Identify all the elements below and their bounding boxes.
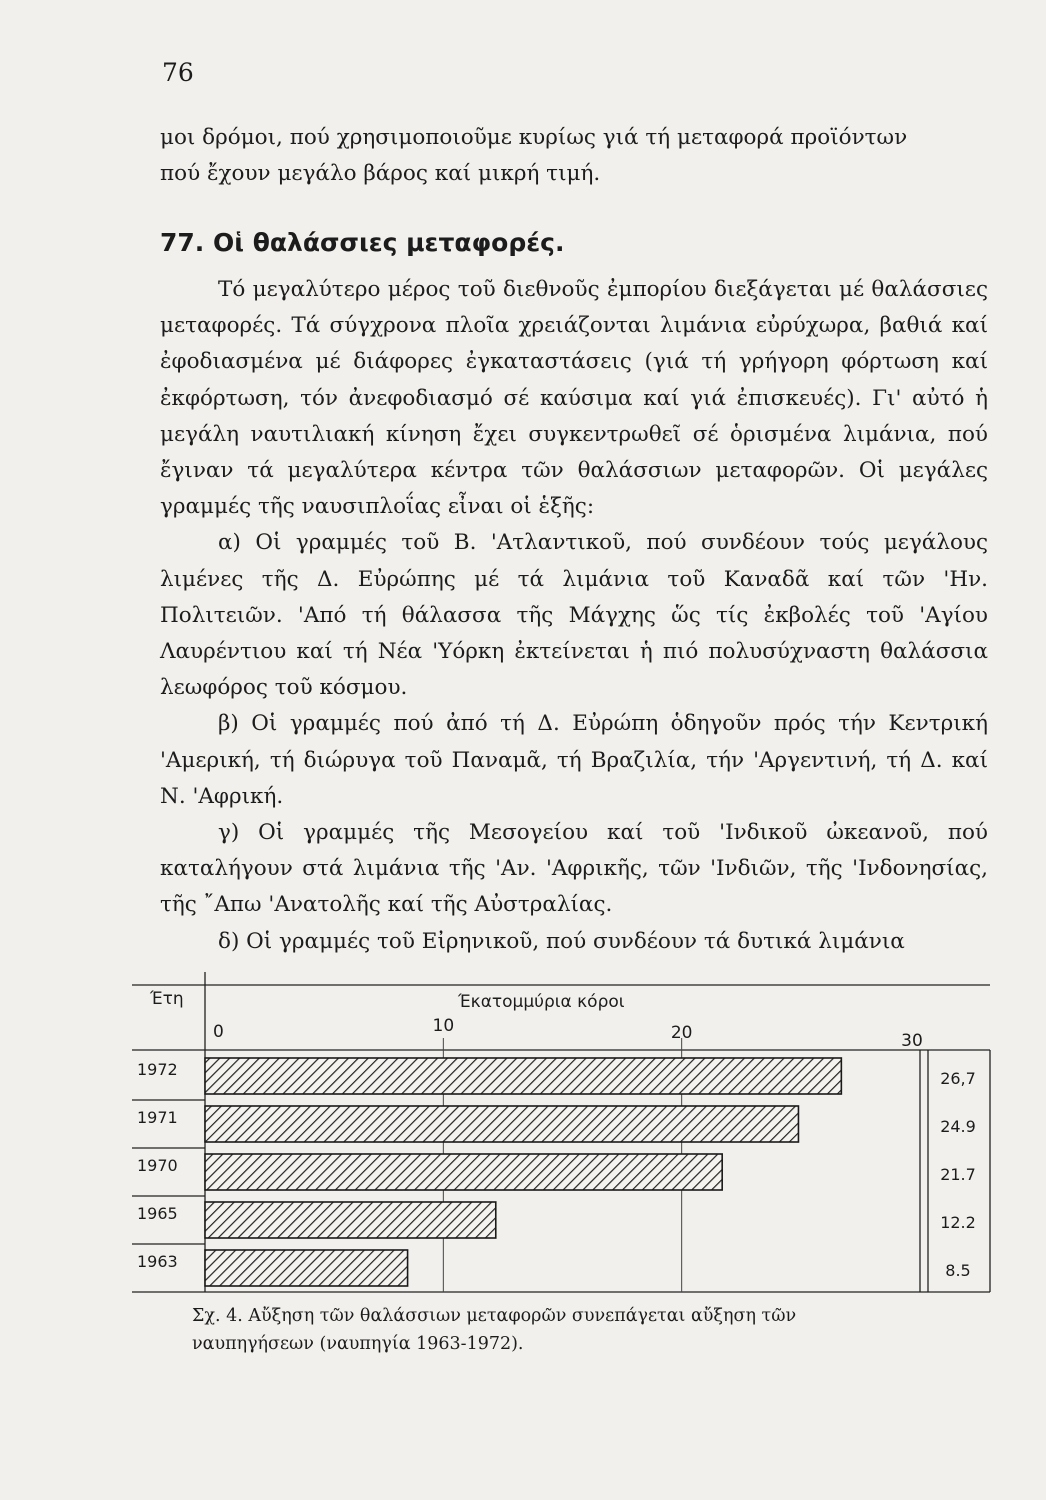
paragraph-c: γ) Οἱ γραμμές τῆς Μεσογείου καί τοῦ 'Ινδικοῦ ὠκεανοῦ, πού καταλήγουν στά λιμάνια τῆς 'Αν. 'Αφρικῆς, τῶν 'Ινδιῶν, τῆς 'Ινδονησίας, τῆς ῎Απω 'Ανατολῆς καί τῆς Αὐστραλίας. [160,820,988,918]
value-label: 12.2 [940,1213,976,1232]
paragraph-a: α) Οἱ γραμμές τοῦ Β. 'Ατλαντικοῦ, πού συνδέουν τούς μεγάλους λιμένες τῆς Δ. Εὐρώπης μέ τά λιμάνια τοῦ Καναδᾶ καί τῶν 'Ην. Πολιτειῶν. 'Από τή θάλασσα τῆς Μάγχης ὥς τίς ἐκβολές τοῦ 'Αγίου Λαυρέντιου καί τή Νέα 'Υόρκη ἐκτείνεται ἡ πιό πολυσύχναστη θαλάσσια λεωφόρος τοῦ κόσμου. [160,530,988,701]
category-label: 1970 [137,1156,178,1175]
x-tick-label: 20 [670,1023,693,1043]
value-label: 26,7 [940,1069,976,1088]
paragraph-intro: Τό μεγαλύτερο μέρος τοῦ διεθνοῦς ἐμπορίου διεξάγεται μέ θαλάσσιες μεταφορές. Τά σύγχρονα πλοῖα χρειάζονται λιμάνια εὐρύχωρα, βαθιά καί ἐφοδιασμένα μέ διάφορες ἐγκαταστάσεις (γιά τή γρήγορη φόρτωση καί ἐκφόρτωση, τόν ἀνεφοδιασμό σέ καύσιμα καί γιά ἐπισκευές). Γι' αὐτό ἡ μεγάλη ναυτιλιακή κίνηση ἔχει συγκεντρωθεῖ σέ ὁρισμένα λιμάνια, πού ἔγιναν τά μεγαλύτερα κέντρα τῶν θαλάσσιων μεταφορῶν. Οἱ μεγάλες γραμμές τῆς ναυσιπλοΐας εἶναι οἱ ἑξῆς: [160,277,988,520]
caption-text: Αὔξηση τῶν θαλάσσιων μεταφορῶν συνεπάγεται αὔξηση τῶν ναυπηγήσεων (ναυπηγία 1963-1972). [192,1306,797,1354]
bar [205,1058,841,1094]
paragraph-b: β) Οἱ γραμμές πού ἀπό τή Δ. Εὐρώπη ὁδηγοῦν πρός τήν Κεντρική 'Αμερική, τή διώρυγα τοῦ Παναμᾶ, τή Βραζιλία, τήν 'Αργεντινή, τή Δ. καί Ν. 'Αφρική. [160,711,988,809]
page-number: 76 [162,58,194,87]
bar [205,1106,798,1142]
category-label: 1965 [137,1204,178,1223]
category-header: Έτη [150,989,184,1009]
x-tick-label: 10 [432,1016,455,1036]
category-label: 1963 [137,1252,178,1271]
bar [205,1154,722,1190]
bar [205,1250,408,1286]
x-tick-label: 0 [213,1022,224,1042]
chart-marks [137,1058,976,1286]
category-label: 1972 [137,1060,178,1079]
intro-line: μοι δρόμοι, πού χρησιμοποιοῦμε κυρίως γιά τή μεταφορά προϊόντων [160,125,908,150]
intro-line: πού ἔχουν μεγάλο βάρος καί μικρή τιμή. [160,161,601,187]
value-label: 24.9 [940,1117,976,1136]
figure-caption [192,1302,872,1358]
x-tick-label: 30 [901,1031,923,1051]
section-heading: 77. Οἱ θαλάσσιες μεταφορές. [160,228,565,257]
bar [205,1202,496,1238]
value-label: 8.5 [945,1261,971,1280]
value-label: 21.7 [940,1165,976,1184]
paragraph-d: δ) Οἱ γραμμές τοῦ Εἰρηνικοῦ, πού συνδέουν τά δυτικά λιμάνια [218,928,905,954]
caption-label: Σχ. 4. [192,1306,243,1326]
category-label: 1971 [137,1108,178,1127]
x-axis-label: Έκατομμύρια κόροι [458,992,625,1012]
